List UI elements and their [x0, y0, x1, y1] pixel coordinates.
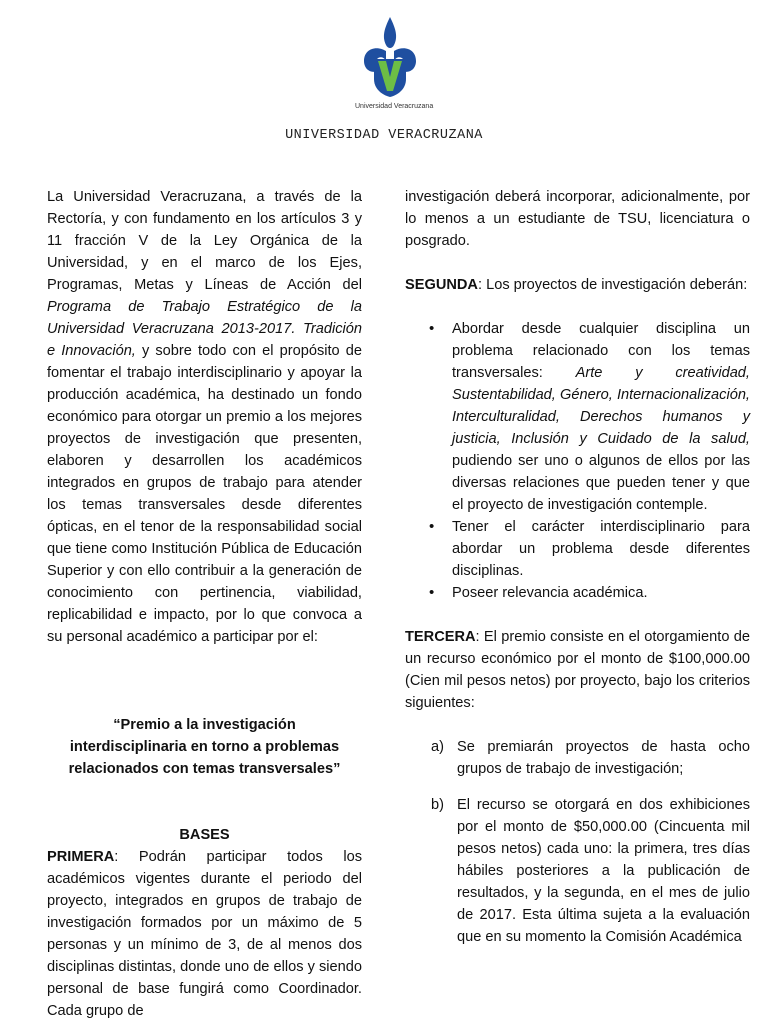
bullet-text: Poseer relevancia académica. — [452, 585, 648, 601]
segunda-label: SEGUNDA — [405, 277, 478, 293]
segunda-text: : Los proyectos de investigación deberán: — [477, 277, 748, 293]
list-item — [405, 736, 750, 780]
bullet-text: Abordar desde cualquier disciplina un problema relacionado con los temas transversales: — [452, 321, 750, 381]
left-column — [47, 186, 362, 1022]
tercera-paragraph — [405, 626, 750, 714]
tercera-label: TERCERA — [405, 629, 476, 645]
primera-paragraph — [47, 846, 362, 1022]
bullet-text-cont: pudiendo ser uno o algunos de ellos por las diversas relaciones que pueden tener y que el proyecto de investigación contemple. — [452, 453, 750, 513]
intro-text-cont: y sobre todo con el propósito de fomentar el trabajo interdisciplinario y apoyar la producción académica, ha destinado un fondo económico para otorgar un premio a los mejores proyectos de investigación que presenten, elaboren y desarrollen los académicos integrados en grupos de trabajo para atender los temas transversales desde diferentes ópticas, en el tenor de la responsabilidad social que tiene como Institución Pública de Educación Superior y con ello contribuir a la generación de conocimiento con pertinencia, viabilidad, replicabilidad e impacto, por lo que convoca a su personal académico a participar por el: — [47, 343, 362, 645]
list-item — [405, 516, 750, 582]
intro-paragraph — [47, 186, 362, 648]
primera-continuation: investigación deberá incorporar, adicionalmente, por lo menos a un estudiante de TSU, licenciatura o posgrado. — [405, 189, 750, 249]
list-marker: a) — [431, 739, 444, 755]
prize-title: “Premio a la investigación interdisciplinaria en torno a problemas relacionados con temas transversales” — [68, 717, 341, 777]
primera-text: : Podrán participar todos los académicos vigentes durante el periodo del proyecto, integrados en grupos de trabajo de investigación formados por un máximo de 5 personas y un mínimo de 3, de al menos dos disciplinas distintas, donde uno de ellos y siendo personal de base fungirá como Coordinador. Cada grupo de — [47, 849, 362, 1019]
requirements-list — [405, 318, 750, 604]
list-marker: b) — [431, 797, 444, 813]
transversal-topics: Arte y creatividad, Sustentabilidad, Género, Internacionalización, Interculturalidad, Derechos humanos y justicia, Inclusión y Cuidado de la salud, — [452, 365, 750, 447]
program-title: Programa de Trabajo Estratégico de la Universidad Veracruzana 2013-2017. Tradición e Innovación, — [47, 299, 362, 359]
list-item — [405, 318, 750, 516]
list-item — [405, 794, 750, 948]
fleur-de-lis-v-logo-icon — [360, 15, 420, 101]
criteria-text: Se premiarán proyectos de hasta ocho grupos de trabajo de investigación; — [457, 739, 750, 777]
logo-caption: Universidad Veracruzana — [355, 103, 434, 110]
criteria-text: El recurso se otorgará en dos exhibiciones por el monto de $50,000.00 (Cincuenta mil pesos netos) cada uno: la primera, tres días hábiles posteriores a la publicación de resultados, y la segunda, en el mes de julio de 2017. Esta última sujeta a la evaluación que en su momento la Comisión Académica — [457, 797, 750, 945]
bases-heading: BASES — [179, 827, 230, 843]
segunda-paragraph — [405, 274, 750, 296]
tercera-text: : El premio consiste en el otorgamiento de un recurso económico por el monto de $100,000.00 (Cien mil pesos netos) por proyecto, bajo los criterios siguientes: — [405, 629, 750, 711]
primera-label: PRIMERA — [47, 849, 115, 865]
criteria-list — [405, 736, 750, 948]
institution-name: UNIVERSIDAD VERACRUZANA — [285, 128, 483, 143]
right-column — [405, 186, 750, 948]
list-item — [405, 582, 750, 604]
bullet-text: Tener el carácter interdisciplinario para abordar un problema desde diferentes disciplinas. — [452, 519, 750, 579]
intro-text: La Universidad Veracruzana, a través de la Rectoría, y con fundamento en los artículos 3 y 11 fracción V de la Ley Orgánica de la Universidad, y en el marco de los Ejes, Programas, Metas y Líneas de Acción del — [47, 189, 362, 293]
university-logo — [355, 15, 434, 115]
